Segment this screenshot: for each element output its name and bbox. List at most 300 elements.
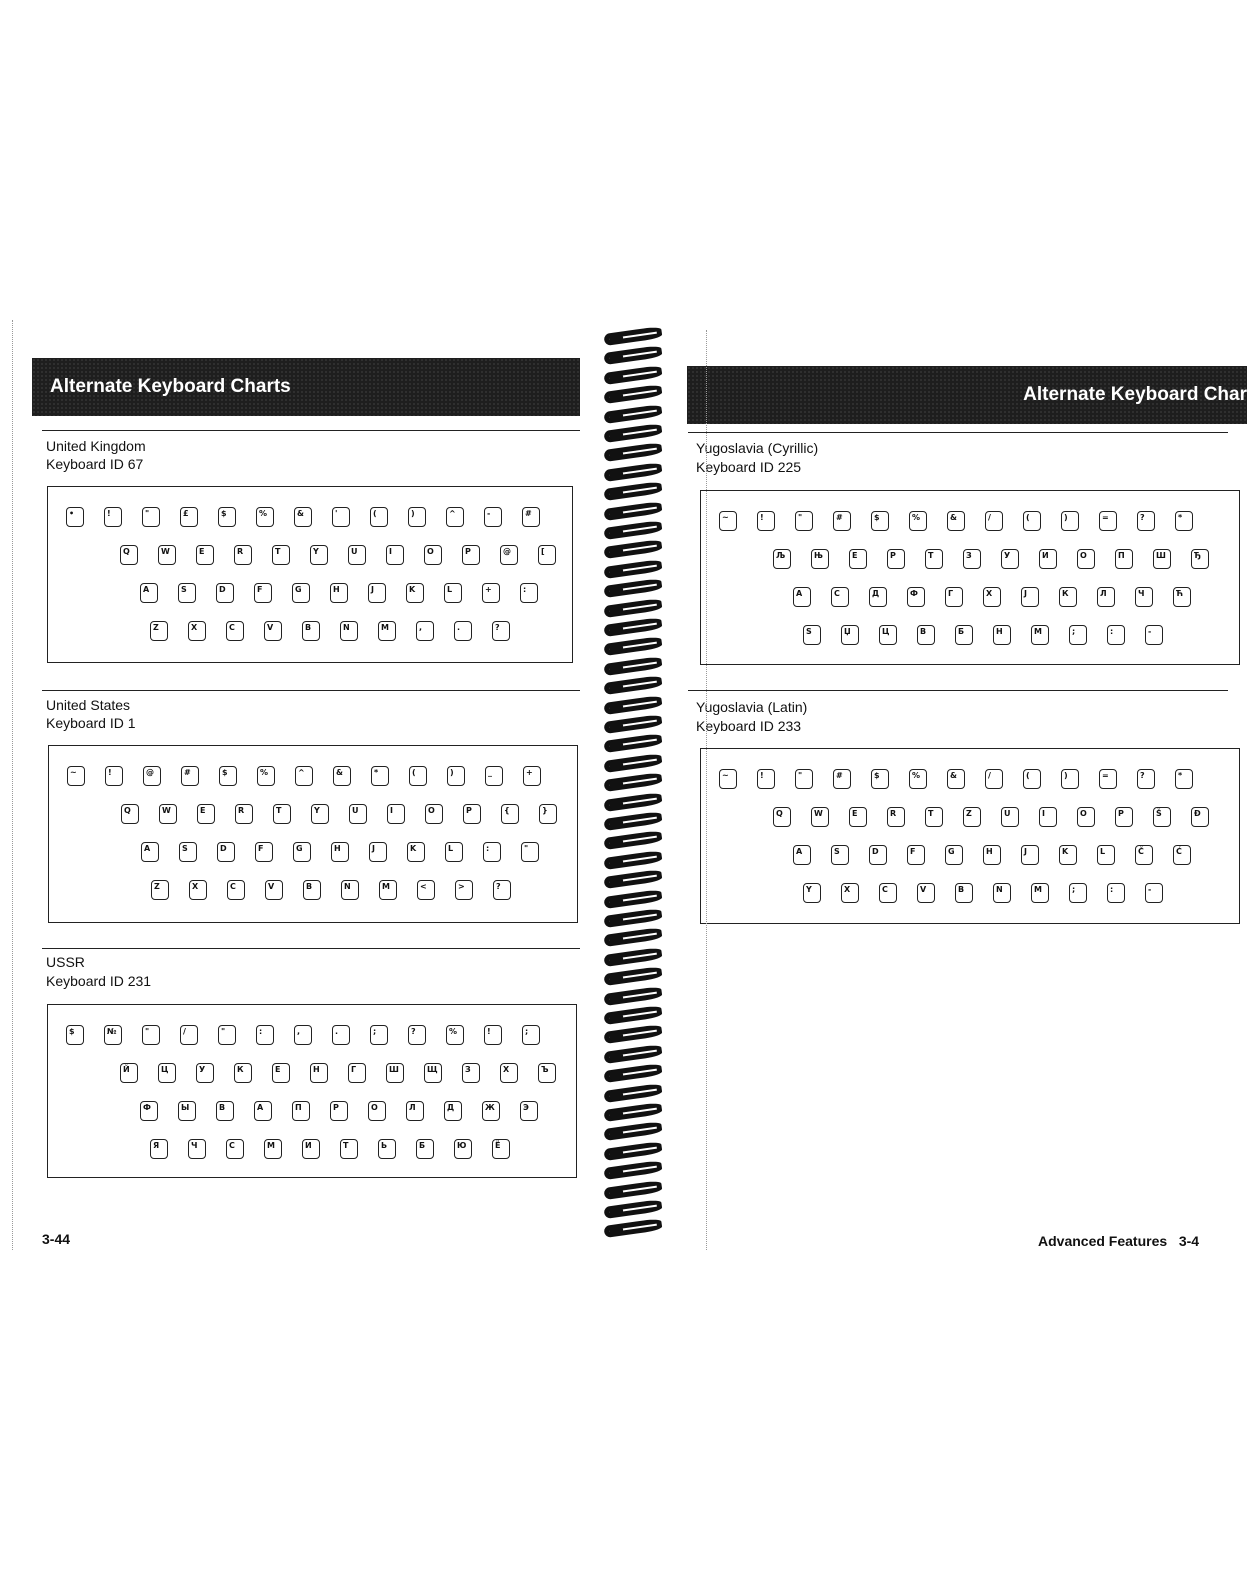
yu-latin-key bbox=[1115, 807, 1133, 827]
key-legend: K bbox=[410, 844, 417, 853]
key-legend: Ф bbox=[143, 1103, 151, 1112]
us-key bbox=[293, 842, 311, 862]
key-legend: G bbox=[295, 585, 302, 594]
key-legend: : bbox=[259, 1027, 263, 1036]
spiral-coil bbox=[603, 1121, 662, 1141]
spiral-hole bbox=[609, 488, 624, 500]
yu-latin-key bbox=[1137, 769, 1155, 789]
spiral-hole bbox=[609, 332, 624, 344]
uk-key bbox=[150, 621, 168, 641]
yu-cyrillic-key bbox=[985, 511, 1003, 531]
us-key bbox=[417, 880, 435, 900]
key-legend: E bbox=[199, 547, 205, 556]
key-legend: Р bbox=[890, 551, 896, 560]
uk-key bbox=[492, 621, 510, 641]
key-legend: U bbox=[1004, 809, 1011, 818]
key-legend: ! bbox=[760, 513, 764, 522]
spiral-hole bbox=[609, 623, 624, 635]
uk-keyboard-chart bbox=[47, 486, 573, 663]
yu-latin-key bbox=[887, 807, 905, 827]
key-legend: Y bbox=[313, 547, 319, 556]
yu-latin-key bbox=[1031, 883, 1049, 903]
key-legend: < bbox=[420, 882, 427, 891]
key-legend: Г bbox=[948, 589, 954, 598]
spiral-hole bbox=[609, 992, 624, 1004]
key-legend: В bbox=[219, 1103, 226, 1112]
yu-cyrillic-key bbox=[955, 625, 973, 645]
us-key bbox=[255, 842, 273, 862]
ussr-key bbox=[492, 1139, 510, 1159]
key-legend: W bbox=[161, 547, 170, 556]
spiral-coil bbox=[603, 966, 662, 986]
spiral-hole bbox=[609, 817, 624, 829]
key-legend: Ъ bbox=[541, 1065, 549, 1074]
key-legend: Б bbox=[958, 627, 965, 636]
key-legend: ( bbox=[1026, 513, 1030, 522]
key-legend: Š bbox=[1156, 809, 1162, 818]
spiral-coil bbox=[603, 481, 662, 501]
spiral-hole bbox=[609, 798, 624, 810]
yu-cyrillic-key bbox=[947, 511, 965, 531]
key-legend: - bbox=[487, 509, 491, 518]
uk-key bbox=[446, 507, 464, 527]
key-legend: Й bbox=[123, 1065, 130, 1074]
spiral-coil bbox=[603, 384, 662, 404]
key-legend: ^ bbox=[449, 509, 456, 518]
yu-latin-key bbox=[793, 845, 811, 865]
yu-latin-key bbox=[1175, 769, 1193, 789]
yu-latin-key bbox=[833, 769, 851, 789]
spiral-hole bbox=[609, 391, 624, 403]
key-legend: A bbox=[143, 585, 150, 594]
spiral-hole bbox=[609, 1011, 624, 1023]
yu-latin-key bbox=[983, 845, 1001, 865]
key-legend: , bbox=[297, 1027, 301, 1036]
spiral-hole bbox=[609, 1186, 624, 1198]
uk-key bbox=[104, 507, 122, 527]
key-legend: ! bbox=[760, 771, 764, 780]
ussr-key bbox=[150, 1139, 168, 1159]
key-legend: L bbox=[448, 844, 454, 853]
uk-key bbox=[66, 507, 84, 527]
key-legend: R bbox=[890, 809, 897, 818]
ussr-key bbox=[482, 1101, 500, 1121]
us-key bbox=[371, 766, 389, 786]
yu-latin-key bbox=[1153, 807, 1171, 827]
key-legend: М bbox=[1034, 627, 1042, 636]
key-legend: ! bbox=[487, 1027, 491, 1036]
uk-key bbox=[340, 621, 358, 641]
yu-cyrillic-key bbox=[719, 511, 737, 531]
us-key bbox=[265, 880, 283, 900]
spiral-hole bbox=[609, 565, 624, 577]
key-legend: ) bbox=[450, 768, 454, 777]
yu-cyrillic-key bbox=[917, 625, 935, 645]
key-legend: Я bbox=[153, 1141, 160, 1150]
us-key bbox=[539, 804, 557, 824]
us-key bbox=[197, 804, 215, 824]
yu-latin-keyboard-chart bbox=[700, 748, 1240, 924]
key-legend: Н bbox=[996, 627, 1003, 636]
spiral-hole bbox=[609, 856, 624, 868]
uk-key bbox=[378, 621, 396, 641]
key-legend: @ bbox=[146, 768, 154, 777]
yu-cyrillic-key bbox=[907, 587, 925, 607]
ussr-key bbox=[416, 1139, 434, 1159]
key-legend: Д bbox=[872, 589, 880, 598]
key-legend: / bbox=[988, 513, 991, 522]
key-legend: ( bbox=[412, 768, 416, 777]
us-key bbox=[67, 766, 85, 786]
key-legend: ~ bbox=[722, 513, 729, 522]
key-legend: ) bbox=[1064, 771, 1068, 780]
key-legend: - bbox=[1148, 627, 1152, 636]
us-key bbox=[523, 766, 541, 786]
key-legend: { bbox=[504, 806, 510, 815]
yu-cyrillic-key bbox=[811, 549, 829, 569]
key-legend: D bbox=[220, 844, 227, 853]
key-legend: № bbox=[107, 1027, 117, 1036]
uk-country-label: United Kingdom bbox=[46, 438, 146, 454]
spiral-hole bbox=[609, 352, 624, 364]
key-legend: D bbox=[219, 585, 226, 594]
spiral-coil bbox=[603, 345, 662, 365]
spiral-hole bbox=[609, 953, 624, 965]
spiral-coil bbox=[603, 462, 662, 482]
key-legend: Е bbox=[275, 1065, 281, 1074]
yu-cyrillic-key bbox=[1097, 587, 1115, 607]
key-legend: % bbox=[912, 771, 921, 780]
yu-cyrillic-key bbox=[1173, 587, 1191, 607]
key-legend: L bbox=[1100, 847, 1106, 856]
key-legend: F bbox=[257, 585, 263, 594]
uk-key bbox=[330, 583, 348, 603]
key-legend: / bbox=[183, 1027, 186, 1036]
yu-cyrillic-key bbox=[1145, 625, 1163, 645]
key-legend: У bbox=[1004, 551, 1011, 560]
us-key bbox=[447, 766, 465, 786]
yu-latin-key bbox=[869, 845, 887, 865]
key-legend: [ bbox=[541, 547, 545, 556]
yu-cyrillic-key bbox=[1061, 511, 1079, 531]
right-page-number: 3-4 bbox=[1178, 1233, 1200, 1249]
yu-cyrillic-key bbox=[925, 549, 943, 569]
yu-cyrillic-key bbox=[1059, 587, 1077, 607]
key-legend: _ bbox=[488, 768, 492, 777]
key-legend: $ bbox=[221, 509, 227, 518]
key-legend: U bbox=[351, 547, 358, 556]
ussr-key bbox=[216, 1101, 234, 1121]
spiral-hole bbox=[609, 507, 624, 519]
key-legend: % bbox=[912, 513, 921, 522]
ussr-key bbox=[294, 1025, 312, 1045]
yu-cyrillic-key bbox=[909, 511, 927, 531]
uk-key bbox=[264, 621, 282, 641]
spiral-hole bbox=[609, 837, 624, 849]
key-legend: S bbox=[181, 585, 187, 594]
yu-latin-key bbox=[945, 845, 963, 865]
key-legend: J bbox=[371, 585, 374, 594]
uk-key bbox=[416, 621, 434, 641]
key-legend: F bbox=[910, 847, 916, 856]
uk-key bbox=[218, 507, 236, 527]
spiral-hole bbox=[609, 662, 624, 674]
uk-key bbox=[406, 583, 424, 603]
key-legend: X bbox=[192, 882, 199, 891]
key-legend: А bbox=[796, 589, 803, 598]
key-legend: + bbox=[485, 585, 492, 594]
uk-key bbox=[462, 545, 480, 565]
yu-latin-key bbox=[1107, 883, 1125, 903]
key-legend: V bbox=[268, 882, 275, 891]
key-legend: Ћ bbox=[1176, 589, 1184, 598]
key-legend: H bbox=[333, 585, 340, 594]
us-key bbox=[295, 766, 313, 786]
key-legend: / bbox=[988, 771, 991, 780]
uk-key bbox=[454, 621, 472, 641]
key-legend: Ф bbox=[910, 589, 918, 598]
spiral-hole bbox=[609, 934, 624, 946]
key-legend: Č bbox=[1138, 847, 1144, 856]
yu-latin-key bbox=[795, 769, 813, 789]
spiral-coil bbox=[603, 1063, 662, 1083]
us-key bbox=[311, 804, 329, 824]
key-legend: U bbox=[352, 806, 359, 815]
ussr-key bbox=[226, 1139, 244, 1159]
spiral-coil bbox=[603, 675, 662, 695]
key-legend: П bbox=[1118, 551, 1125, 560]
key-legend: V bbox=[920, 885, 927, 894]
us-keyboard-chart bbox=[48, 745, 578, 923]
yu-latin-key bbox=[1191, 807, 1209, 827]
uk-key bbox=[522, 507, 540, 527]
yu-cyrillic-key bbox=[1001, 549, 1019, 569]
uk-key bbox=[500, 545, 518, 565]
key-legend: Ч bbox=[1138, 589, 1145, 598]
key-legend: З bbox=[966, 551, 972, 560]
spiral-hole bbox=[609, 1089, 624, 1101]
us-key bbox=[219, 766, 237, 786]
ussr-key bbox=[120, 1063, 138, 1083]
yu-latin-key bbox=[1021, 845, 1039, 865]
ussr-key bbox=[484, 1025, 502, 1045]
uk-key bbox=[484, 507, 502, 527]
us-key bbox=[501, 804, 519, 824]
key-legend: ; bbox=[1072, 627, 1076, 636]
key-legend: ) bbox=[1064, 513, 1068, 522]
key-legend: W bbox=[814, 809, 823, 818]
key-legend: • bbox=[69, 509, 75, 518]
yu-latin-key bbox=[1059, 845, 1077, 865]
spiral-hole bbox=[609, 371, 624, 383]
yu-cyrillic-key bbox=[831, 587, 849, 607]
ussr-key bbox=[104, 1025, 122, 1045]
uk-key bbox=[120, 545, 138, 565]
ussr-key bbox=[408, 1025, 426, 1045]
key-legend: $ bbox=[874, 771, 880, 780]
key-legend: & bbox=[336, 768, 343, 777]
key-legend: " bbox=[798, 771, 803, 780]
yu-latin-key bbox=[1069, 883, 1087, 903]
us-key bbox=[331, 842, 349, 862]
key-legend: " bbox=[798, 513, 803, 522]
key-legend: ( bbox=[373, 509, 377, 518]
yu-latin-key bbox=[1135, 845, 1153, 865]
key-legend: И bbox=[305, 1141, 312, 1150]
key-legend: * bbox=[1178, 771, 1183, 780]
key-legend: ? bbox=[495, 623, 500, 632]
key-legend: Ж bbox=[485, 1103, 495, 1112]
us-key bbox=[105, 766, 123, 786]
yu-cyrillic-key bbox=[1107, 625, 1125, 645]
spiral-hole bbox=[609, 604, 624, 616]
key-legend: Ц bbox=[161, 1065, 169, 1074]
key-legend: A bbox=[796, 847, 803, 856]
ussr-key bbox=[340, 1139, 358, 1159]
us-key bbox=[179, 842, 197, 862]
key-legend: Т bbox=[928, 551, 934, 560]
ussr-key bbox=[234, 1063, 252, 1083]
key-legend: Q bbox=[124, 806, 131, 815]
spiral-hole bbox=[609, 1128, 624, 1140]
yu-cyrillic-key bbox=[871, 511, 889, 531]
uk-key bbox=[142, 507, 160, 527]
ussr-key bbox=[444, 1101, 462, 1121]
key-legend: O bbox=[427, 547, 434, 556]
key-legend: M bbox=[382, 882, 390, 891]
yu-latin-key bbox=[1077, 807, 1095, 827]
ussr-key bbox=[500, 1063, 518, 1083]
key-legend: Ь bbox=[381, 1141, 388, 1150]
yu-cyrillic-key bbox=[1031, 625, 1049, 645]
key-legend: * bbox=[1178, 513, 1183, 522]
yu-cyrillic-key bbox=[887, 549, 905, 569]
yu-cyrillic-key bbox=[833, 511, 851, 531]
yu-latin-key bbox=[985, 769, 1003, 789]
key-legend: % bbox=[259, 509, 268, 518]
us-keyboard-id: Keyboard ID 1 bbox=[46, 715, 136, 731]
uk-key bbox=[234, 545, 252, 565]
ussr-key bbox=[446, 1025, 464, 1045]
ussr-key bbox=[264, 1139, 282, 1159]
key-legend: I bbox=[390, 806, 393, 815]
key-legend: % bbox=[260, 768, 269, 777]
yu-cyrillic-key bbox=[1115, 549, 1133, 569]
key-legend: З bbox=[465, 1065, 471, 1074]
us-key bbox=[143, 766, 161, 786]
uk-key bbox=[196, 545, 214, 565]
spiral-hole bbox=[609, 876, 624, 888]
key-legend: С bbox=[834, 589, 840, 598]
spiral-hole bbox=[609, 546, 624, 558]
key-legend: T bbox=[276, 806, 282, 815]
uk-key bbox=[140, 583, 158, 603]
key-legend: А bbox=[257, 1103, 264, 1112]
us-key bbox=[445, 842, 463, 862]
spiral-coil bbox=[603, 869, 662, 889]
spiral-hole bbox=[609, 895, 624, 907]
us-key bbox=[349, 804, 367, 824]
ussr-key bbox=[188, 1139, 206, 1159]
key-legend: X bbox=[191, 623, 198, 632]
key-legend: & bbox=[297, 509, 304, 518]
key-legend: = bbox=[1102, 771, 1109, 780]
yu-latin-key bbox=[849, 807, 867, 827]
spiral-coil bbox=[603, 1160, 662, 1180]
uk-key bbox=[216, 583, 234, 603]
yu-cyrillic-key bbox=[879, 625, 897, 645]
ussr-key bbox=[520, 1101, 538, 1121]
spiral-hole bbox=[609, 410, 624, 422]
spiral-hole bbox=[609, 429, 624, 441]
yu-cyrillic-key bbox=[773, 549, 791, 569]
key-legend: & bbox=[950, 771, 957, 780]
key-legend: P bbox=[466, 806, 472, 815]
right-page bbox=[684, 0, 1247, 1584]
ussr-key bbox=[310, 1063, 328, 1083]
spiral-hole bbox=[609, 1070, 624, 1082]
ussr-key bbox=[332, 1025, 350, 1045]
spiral-coil bbox=[603, 442, 662, 462]
yu-latin-key bbox=[955, 883, 973, 903]
uk-key bbox=[538, 545, 556, 565]
spiral-hole bbox=[609, 779, 624, 791]
spiral-hole bbox=[609, 701, 624, 713]
key-legend: % bbox=[449, 1027, 458, 1036]
key-legend: M bbox=[1034, 885, 1042, 894]
spiral-coil bbox=[603, 753, 662, 773]
ussr-key bbox=[140, 1101, 158, 1121]
key-legend: R bbox=[238, 806, 245, 815]
us-key bbox=[341, 880, 359, 900]
key-legend: ~ bbox=[70, 768, 77, 777]
yu-cyrillic-key bbox=[1069, 625, 1087, 645]
ussr-key bbox=[454, 1139, 472, 1159]
key-legend: К bbox=[1062, 589, 1069, 598]
yu-cyrillic-key bbox=[803, 625, 821, 645]
spiral-coil bbox=[603, 539, 662, 559]
key-legend: Ш bbox=[389, 1065, 399, 1074]
key-legend: * bbox=[374, 768, 379, 777]
key-legend: ' bbox=[335, 509, 338, 518]
yu-cyrillic-key bbox=[849, 549, 867, 569]
key-legend: # bbox=[836, 771, 843, 780]
spiral-coil bbox=[603, 404, 662, 424]
uk-key bbox=[386, 545, 404, 565]
left-banner: Alternate Keyboard Charts bbox=[32, 358, 580, 416]
key-legend: J bbox=[372, 844, 375, 853]
uk-key bbox=[482, 583, 500, 603]
key-legend: B bbox=[306, 882, 313, 891]
us-key bbox=[407, 842, 425, 862]
yu-latin-key bbox=[1061, 769, 1079, 789]
key-legend: G bbox=[296, 844, 303, 853]
key-legend: Е bbox=[852, 551, 858, 560]
ussr-key bbox=[254, 1101, 272, 1121]
key-legend: K bbox=[409, 585, 416, 594]
yu-latin-key bbox=[1039, 807, 1057, 827]
uk-key bbox=[368, 583, 386, 603]
ussr-key bbox=[272, 1063, 290, 1083]
yu-latin-key bbox=[993, 883, 1011, 903]
yu-latin-key bbox=[1097, 845, 1115, 865]
section-rule bbox=[42, 690, 580, 691]
key-legend: Б bbox=[419, 1141, 426, 1150]
key-legend: Ш bbox=[1156, 551, 1166, 560]
yu-cyrillic-key bbox=[963, 549, 981, 569]
key-legend: E bbox=[200, 806, 206, 815]
yu-latin-key bbox=[963, 807, 981, 827]
